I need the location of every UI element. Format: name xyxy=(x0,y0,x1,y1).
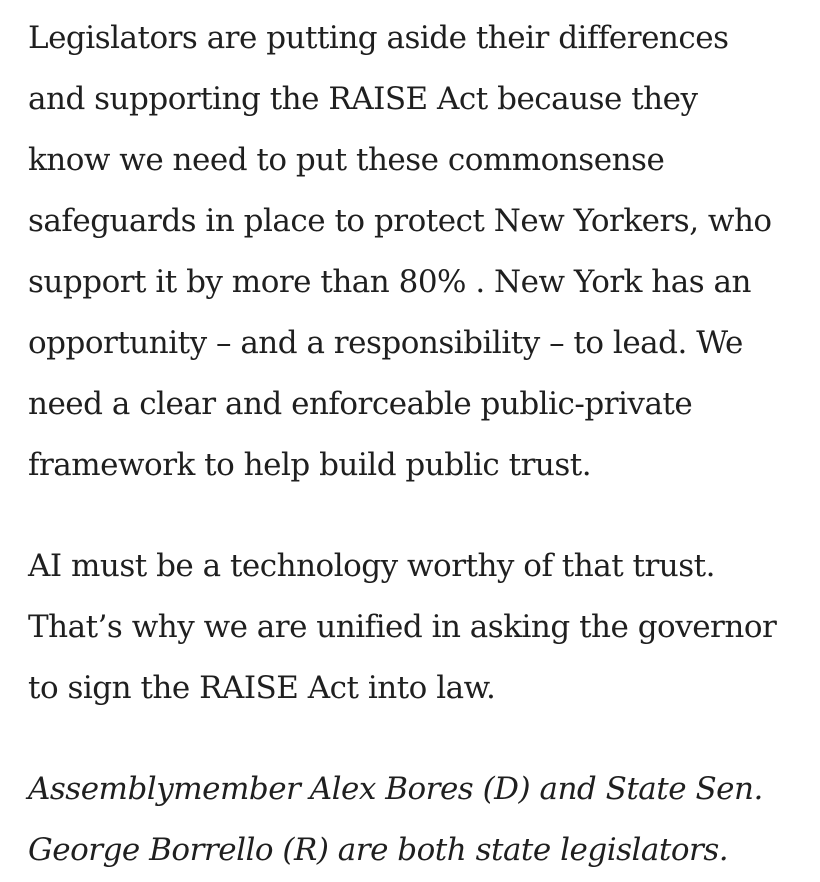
byline-line: Assemblymember Alex Bores (D) and State Sen. xyxy=(28,771,763,807)
paragraph-line: need a clear and enforceable public-private xyxy=(28,386,693,422)
article-paragraph xyxy=(28,536,808,719)
paragraph-line: That’s why we are unified in asking the governor xyxy=(28,609,777,645)
author-byline xyxy=(28,759,808,881)
paragraph-line: Legislators are putting aside their differences xyxy=(28,20,729,56)
paragraph-line: opportunity – and a responsibility – to lead. We xyxy=(28,325,743,361)
paragraph-line: framework to help build public trust. xyxy=(28,447,592,483)
article-paragraph xyxy=(28,8,808,496)
paragraph-line: and supporting the RAISE Act because they xyxy=(28,81,698,117)
paragraph-line: support it by more than 80% . New York has an xyxy=(28,264,751,300)
paragraph-line: safeguards in place to protect New Yorkers, who xyxy=(28,203,772,239)
paragraph-line: AI must be a technology worthy of that trust. xyxy=(28,548,715,584)
paragraph-line: know we need to put these commonsense xyxy=(28,142,665,178)
article-body xyxy=(28,8,808,881)
paragraph-line: to sign the RAISE Act into law. xyxy=(28,670,496,706)
byline-line: George Borrello (R) are both state legislators. xyxy=(28,832,729,868)
